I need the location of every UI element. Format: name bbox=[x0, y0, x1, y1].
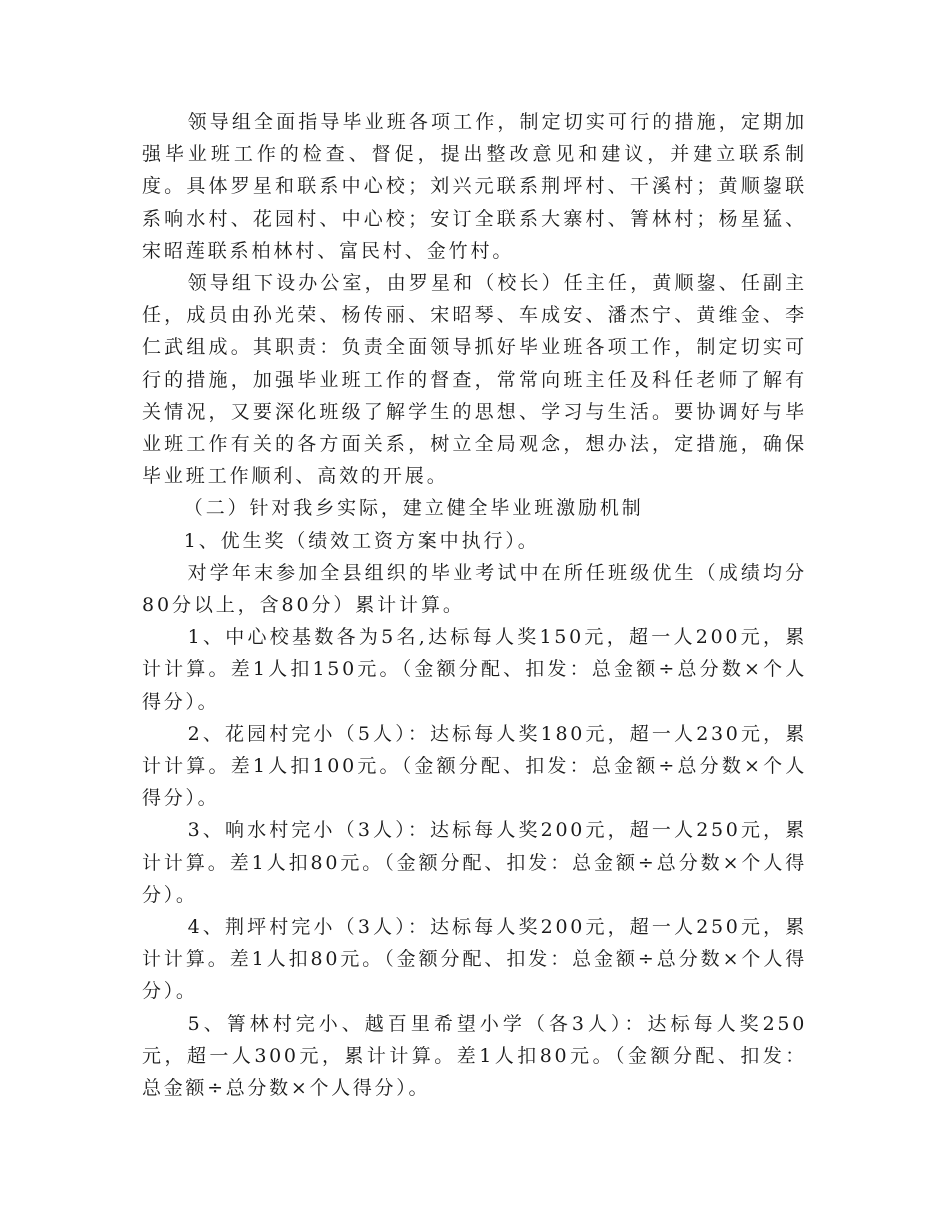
list-item-jingping: 4、荆坪村完小（3人）：达标每人奖200元，超一人250元，累计计算。差1人扣80元。（金额分配、扣发：总金额÷总分数×个人得分）。 bbox=[142, 916, 807, 1003]
paragraph-award-rule: 对学年末参加全县组织的毕业考试中在所任班级优生（成绩均分80分以上，含80分）累计计算。 bbox=[142, 561, 807, 617]
paragraph-office-duties: 领导组下设办公室，由罗星和（校长）任主任，黄顺鋆、任副主任，成员由孙光荣、杨传丽、宋昭琴、车成安、潘杰宁、黄维金、李仁武组成。其职责：负责全面领导抓好毕业班各项工作，制定切实可行的措施，加强毕业班工作的督查，常常向班主任及科任老师了解有关情况，又要深化班级了解学生的思想、学习与生活。要协调好与毕业班工作有关的各方面关系，树立全局观念，想办法，定措施，确保毕业班工作顺利、高效的开展。 bbox=[142, 272, 807, 488]
paragraph-leadership-guidance: 领导组全面指导毕业班各项工作，制定切实可行的措施，定期加强毕业班工作的检查、督促，提出整改意见和建议，并建立联系制度。具体罗星和联系中心校；刘兴元联系荆坪村、干溪村；黄顺鋆联系响水村、花园村、中心校；安订全联系大寨村、箐林村；杨星猛、宋昭莲联系柏林村、富民村、金竹村。 bbox=[142, 111, 807, 262]
subheading-top-student-award: 1、优生奖（绩效工资方案中执行）。 bbox=[183, 529, 540, 552]
list-item-jinglin-yuebaili: 5、箐林村完小、越百里希望小学（各3人）：达标每人奖250元，超一人300元，累计计算。差1人扣80元。（金额分配、扣发：总金额÷总分数×个人得分）。 bbox=[142, 1012, 807, 1100]
section-heading-incentive: （二）针对我乡实际，建立健全毕业班激励机制 bbox=[183, 497, 644, 520]
list-item-xiangshui: 3、响水村完小（3人）：达标每人奖200元，超一人250元，累计计算。差1人扣80元。（金额分配、扣发：总金额÷总分数×个人得分）。 bbox=[142, 819, 807, 906]
document-body bbox=[142, 106, 807, 1104]
list-item-central-school: 1、中心校基数各为5名,达标每人奖150元，超一人200元，累计计算。差1人扣150元。（金额分配、扣发：总金额÷总分数×个人得分）。 bbox=[142, 626, 807, 713]
list-item-huayuan: 2、花园村完小（5人）：达标每人奖180元，超一人230元，累计计算。差1人扣100元。（金额分配、扣发：总金额÷总分数×个人得分）。 bbox=[142, 722, 807, 810]
